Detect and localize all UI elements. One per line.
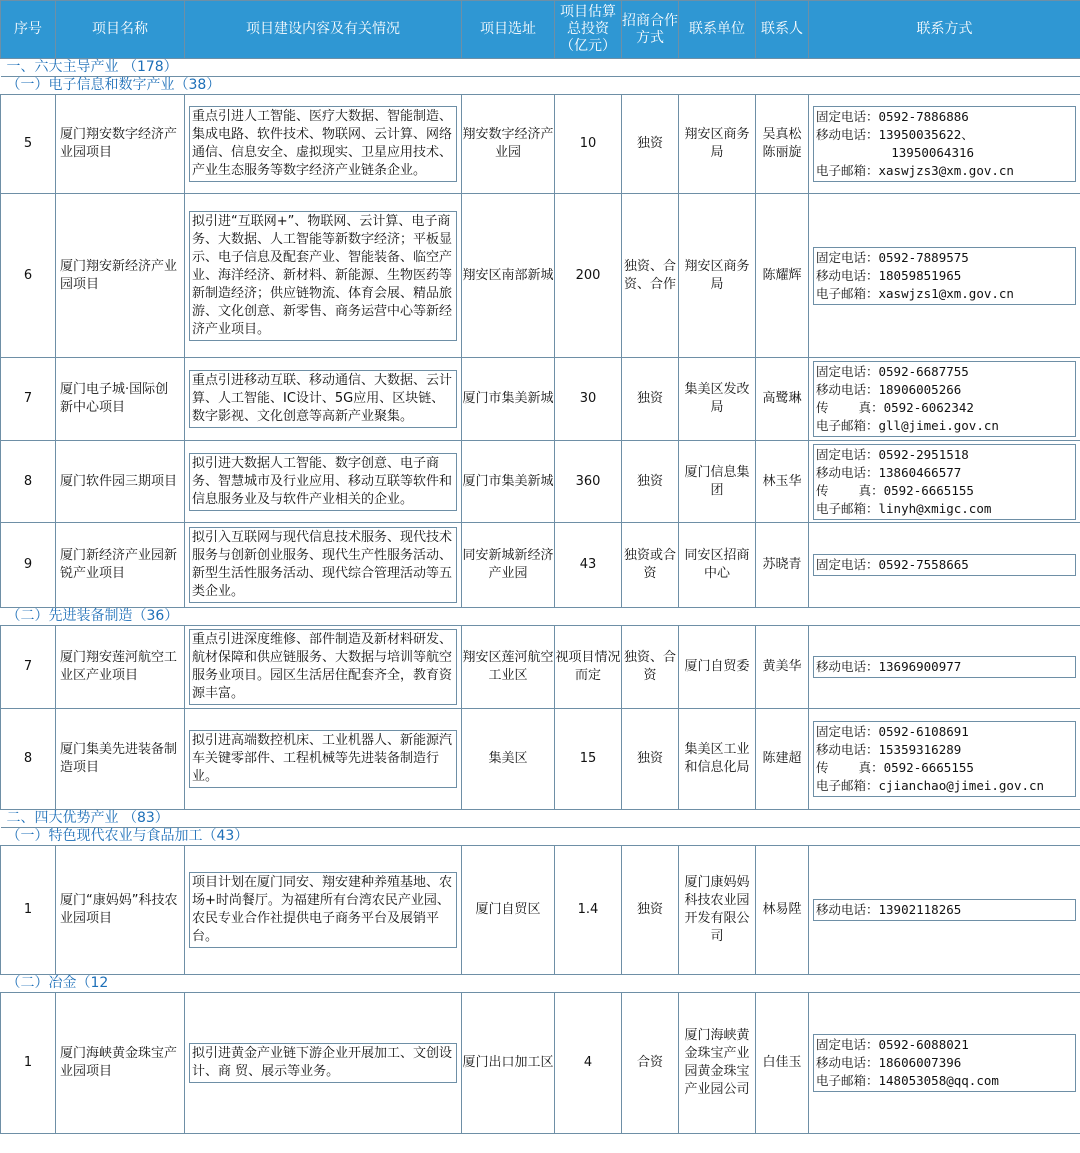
row-invest [555,993,622,1134]
row-no-text: 5 [23,136,33,151]
row-person [756,993,809,1134]
row-desc [185,95,462,194]
row-unit-text: 翔安区商务局 [684,258,750,292]
row-unit [679,709,756,810]
section-row [1,59,1080,77]
row-desc-text: 拟引进“互联网+”、物联网、云计算、电子商务、大数据、人工智能等新数字经济；平板显示、电子信息及配套产业、智能装备、临空产业、海洋经济、新材料、新能源、生物医药等新制造经济；供应链物流、体育会展、精品旅游、文化创意、新零售、商务运营中心等新经济产业项目。 [189,211,457,341]
row-unit [679,95,756,194]
table-row [1,441,1080,523]
row-mode [622,523,679,608]
section-title: （二）先进装备制造（36） [1,608,1080,626]
row-name [56,993,185,1134]
row-invest [555,846,622,975]
row-site [462,709,555,810]
row-invest [555,523,622,608]
row-person [756,626,809,709]
row-invest-text: 1.4 [577,902,599,917]
section-title: 二、四大优势产业 （83） [1,810,1080,828]
header-invest: 项目估算总投资（亿元） [555,1,622,59]
row-mode-text: 合资 [636,1055,663,1070]
row-unit-text: 翔安区商务局 [684,127,750,160]
row-person-text: 高鹭琳 [762,391,802,406]
row-no [1,523,56,608]
row-desc [185,358,462,441]
row-site [462,846,555,975]
row-mode [622,993,679,1134]
row-site [462,441,555,523]
row-name-text: 厦门海峡黄金珠宝产业园项目 [60,1046,178,1079]
row-desc [185,709,462,810]
row-site-text: 同安新城新经济产业园 [462,548,554,581]
table-row [1,194,1080,358]
row-no-text: 8 [23,751,33,766]
row-mode [622,441,679,523]
row-site [462,523,555,608]
row-site [462,993,555,1134]
header-mode: 招商合作方式 [622,1,679,59]
row-name [56,846,185,975]
row-site-text: 翔安区莲河航空工业区 [462,650,554,683]
row-person [756,95,809,194]
row-contact [809,95,1080,194]
row-invest-text: 360 [575,473,601,489]
row-no-text: 9 [23,557,33,572]
row-unit-text: 厦门康妈妈科技农业园开发有限公司 [684,875,750,944]
row-mode [622,358,679,441]
row-name-text: 厦门翔安数字经济产业园项目 [60,127,178,160]
header-site: 项目选址 [462,1,555,59]
row-name-text: 厦门新经济产业园新锐产业项目 [60,548,178,581]
row-desc [185,441,462,523]
row-name-text: 厦门软件园三期项目 [60,473,178,489]
row-site [462,194,555,358]
row-site [462,95,555,194]
row-person [756,441,809,523]
row-person-text: 吴真松 陈丽旋 [762,127,802,160]
row-site-text: 厦门市集美新城 [462,473,554,489]
section-title: 一、六大主导产业 （178） [1,59,1080,77]
row-invest [555,95,622,194]
header-desc: 项目建设内容及有关情况 [185,1,462,59]
header-person: 联系人 [756,1,809,59]
row-invest [555,709,622,810]
row-no-text: 8 [23,473,33,489]
row-unit [679,523,756,608]
table-row [1,95,1080,194]
row-contact-text: 固定电话：0592-6108691 移动电话：15359316289 传 真：0592-6665155 电子邮箱：cjianchao@jimei.gov.cn [813,721,1076,797]
row-desc-text: 拟引进大数据人工智能、数字创意、电子商务、智慧城市及行业应用、移动互联等软件和信息服务业及与软件产业相关的企业。 [189,453,457,511]
row-name-text: 厦门翔安新经济产业园项目 [60,258,178,292]
row-desc-text: 项目计划在厦门同安、翔安建种养殖基地、农场+时尚餐厅。为福建所有台湾农民产业园、农民专业合作社提供电子商务平台及展销平台。 [189,872,457,948]
section-row [1,828,1080,846]
row-person [756,846,809,975]
row-person-text: 白佳玉 [762,1055,802,1070]
row-mode-text: 独资 [636,751,663,766]
row-contact-text: 移动电话：13696900977 [813,656,1076,678]
row-unit-text: 厦门信息集团 [684,464,750,498]
row-name [56,709,185,810]
row-contact-text: 固定电话：0592-6088021 移动电话：18606007396 电子邮箱：148053058@qq.com [813,1034,1076,1092]
row-contact [809,358,1080,441]
header-unit: 联系单位 [679,1,756,59]
row-invest-text: 10 [579,136,597,151]
row-unit-text: 厦门海峡黄金珠宝产业园黄金珠宝产业园公司 [684,1028,750,1097]
section-row [1,810,1080,828]
row-unit [679,626,756,709]
header-contact: 联系方式 [809,1,1080,59]
section-row [1,77,1080,95]
table-row [1,993,1080,1134]
row-site [462,626,555,709]
row-contact [809,523,1080,608]
row-contact [809,709,1080,810]
row-contact-text: 移动电话：13902118265 [813,899,1076,921]
row-contact-text: 固定电话：0592-6687755 移动电话：18906005266 传 真：0592-6062342 电子邮箱：gll@jimei.gov.cn [813,361,1076,437]
row-invest-text: 200 [575,267,601,283]
row-name-text: 厦门翔安莲河航空工业区产业项目 [60,650,178,683]
row-contact-text: 固定电话：0592-7886886 移动电话：13950035622、 13950064316 电子邮箱：xaswjzs3@xm.gov.cn [813,106,1076,182]
row-mode [622,194,679,358]
row-unit [679,441,756,523]
row-invest-text: 15 [579,751,597,766]
row-invest-text: 4 [583,1055,593,1070]
row-mode [622,626,679,709]
row-site [462,358,555,441]
row-contact [809,194,1080,358]
section-row [1,975,1080,993]
row-person-text: 黄美华 [762,659,802,674]
row-contact-text: 固定电话：0592-7889575 移动电话：18059851965 电子邮箱：xaswjzs1@xm.gov.cn [813,247,1076,305]
row-person [756,358,809,441]
row-person [756,523,809,608]
row-name-text: 厦门电子城·国际创新中心项目 [60,382,169,415]
row-name [56,358,185,441]
row-desc-text: 重点引进深度维修、部件制造及新材料研发、航材保障和供应链服务、大数据与培训等航空服务业项目。园区生活居住配套齐全，教育资源丰富。 [189,629,457,705]
row-name-text: 厦门集美先进装备制造项目 [60,742,178,775]
row-no-text: 1 [23,1055,33,1070]
row-person-text: 陈建超 [762,751,802,766]
row-person-text: 林易陞 [762,902,802,917]
row-unit-text: 同安区招商中心 [684,548,750,581]
row-unit-text: 厦门自贸委 [684,659,750,674]
row-mode [622,95,679,194]
row-no [1,358,56,441]
row-person [756,194,809,358]
table-row [1,523,1080,608]
row-unit [679,358,756,441]
row-no [1,846,56,975]
row-invest-text: 视项目情况而定 [555,650,621,683]
row-contact-text: 固定电话：0592-7558665 [813,554,1076,576]
row-name-text: 厦门“康妈妈”科技农业园项目 [60,893,178,926]
row-mode [622,846,679,975]
row-desc-text: 重点引进移动互联、移动通信、大数据、云计算、人工智能、IC设计、5G应用、区块链、数字影视、文化创意等高新产业聚集。 [189,370,457,428]
row-mode-text: 独资或合资 [623,548,676,581]
row-name [56,194,185,358]
row-desc [185,626,462,709]
row-contact [809,846,1080,975]
row-no-text: 1 [23,902,33,917]
row-desc [185,846,462,975]
row-no [1,194,56,358]
section-title: （一）特色现代农业与食品加工（43） [1,828,1080,846]
header-row [1,1,1080,59]
row-name [56,523,185,608]
row-person-text: 林玉华 [762,473,802,489]
table-row [1,358,1080,441]
row-mode-text: 独资、合资 [623,650,676,683]
row-invest [555,358,622,441]
row-name [56,95,185,194]
row-unit [679,993,756,1134]
row-invest [555,194,622,358]
section-title: （一）电子信息和数字产业（38） [1,77,1080,95]
row-contact [809,993,1080,1134]
row-name [56,626,185,709]
row-contact-text: 固定电话：0592-2951518 移动电话：13860466577 传 真：0592-6665155 电子邮箱：linyh@xmigc.com [813,444,1076,520]
row-contact [809,626,1080,709]
row-site-text: 厦门市集美新城 [462,391,554,406]
row-person [756,709,809,810]
row-site-text: 集美区 [488,751,528,766]
row-site-text: 翔安区南部新城 [462,267,554,283]
header-name: 项目名称 [56,1,185,59]
row-no [1,626,56,709]
row-mode-text: 独资 [636,473,663,489]
row-no [1,95,56,194]
row-no [1,993,56,1134]
row-mode-text: 独资 [636,902,663,917]
row-site-text: 厦门自贸区 [475,902,541,917]
table-row [1,846,1080,975]
row-mode-text: 独资 [636,391,663,406]
row-invest-text: 43 [579,557,597,572]
row-invest [555,441,622,523]
row-unit [679,846,756,975]
section-title: （二）冶金（12 [1,975,1080,993]
row-no [1,441,56,523]
table-row [1,626,1080,709]
row-person-text: 苏晓青 [762,557,802,572]
section-row [1,608,1080,626]
row-contact [809,441,1080,523]
row-mode-text: 独资 [636,136,663,151]
row-no-text: 6 [23,267,33,283]
row-desc [185,194,462,358]
row-no-text: 7 [23,659,33,674]
row-desc-text: 重点引进人工智能、医疗大数据、智能制造、集成电路、软件技术、物联网、云计算、网络通信、信息安全、虚拟现实、卫星应用技术、产业生态服务等数字经济产业链条企业。 [189,106,457,182]
row-desc-text: 拟引进黄金产业链下游企业开展加工、文创设计、商 贸、展示等业务。 [189,1043,457,1083]
row-unit [679,194,756,358]
row-no [1,709,56,810]
row-invest [555,626,622,709]
row-desc-text: 拟引进高端数控机床、工业机器人、新能源汽车关键零部件、工程机械等先进装备制造行业。 [189,730,457,788]
row-unit-text: 集美区发改局 [684,382,750,415]
table-row [1,709,1080,810]
row-site-text: 翔安数字经济产业园 [462,127,554,160]
row-mode [622,709,679,810]
row-mode-text: 独资、合资、合作 [623,258,676,292]
row-desc-text: 拟引入互联网与现代信息技术服务、现代技术服务与创新创业服务、现代生产性服务活动、新型生活性服务活动、现代综合管理活动等五类企业。 [189,527,457,603]
row-site-text: 厦门出口加工区 [462,1055,554,1070]
row-name [56,441,185,523]
row-no-text: 7 [23,391,33,406]
row-desc [185,993,462,1134]
row-desc [185,523,462,608]
row-unit-text: 集美区工业和信息化局 [684,742,750,775]
row-invest-text: 30 [579,391,597,406]
row-person-text: 陈耀辉 [762,267,802,283]
header-no: 序号 [1,1,56,59]
